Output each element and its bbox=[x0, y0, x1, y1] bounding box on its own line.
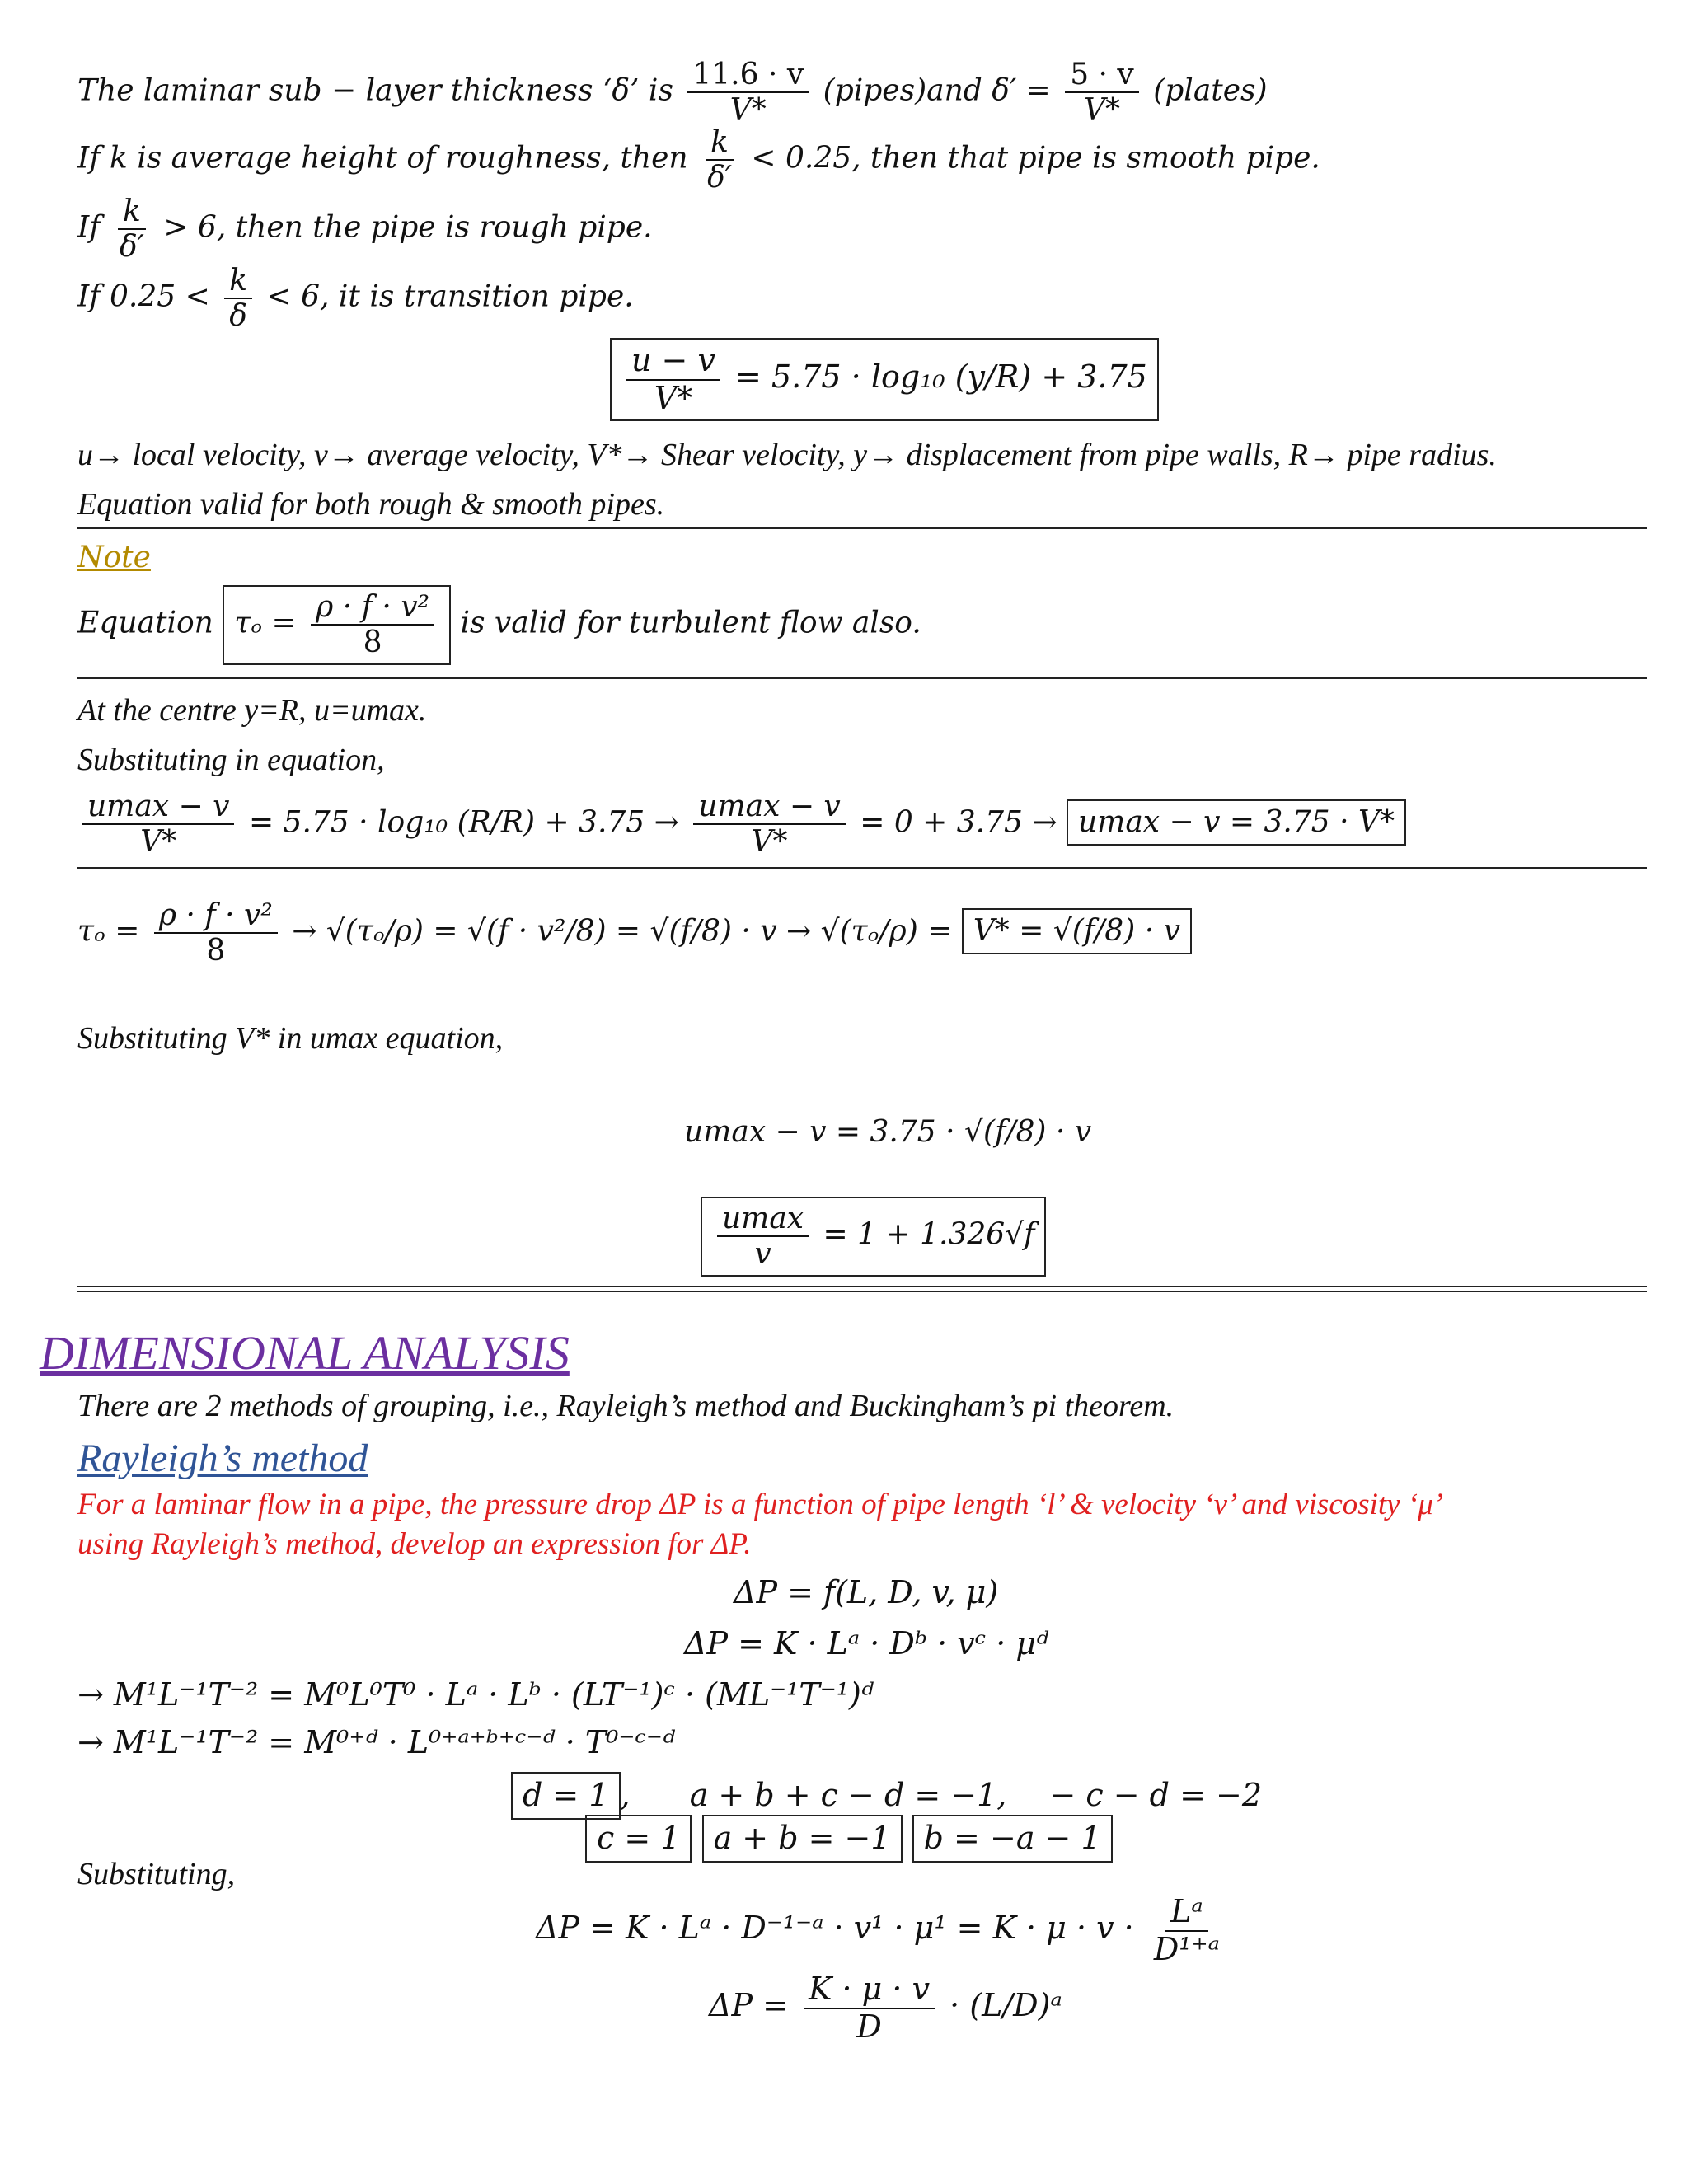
denominator: V* bbox=[729, 93, 767, 128]
equation-rest: = 1 + 1.326√f bbox=[823, 1217, 1035, 1252]
text: If bbox=[77, 210, 101, 245]
equation-box bbox=[223, 585, 451, 665]
dimension-equation-1: → M¹L⁻¹T⁻² = M⁰L⁰T⁰ · Lᵃ · Lᵇ · (LT⁻¹)ᶜ · (ML⁻¹T⁻¹)ᵈ bbox=[77, 1676, 874, 1713]
shear-velocity-derivation bbox=[77, 898, 1192, 968]
denominator: D¹⁺ᵃ bbox=[1153, 1930, 1220, 1967]
text: If 0.25 < bbox=[77, 279, 210, 314]
function-equation: ΔP = f(L, D, v, μ) bbox=[734, 1574, 999, 1610]
substituting-text: Substituting in equation, bbox=[77, 743, 385, 777]
denominator: v bbox=[754, 1237, 771, 1272]
substituting-label: Substituting, bbox=[77, 1857, 236, 1891]
denominator: δ bbox=[229, 299, 247, 334]
denominator: 8 bbox=[363, 626, 382, 660]
shear-velocity-box: V* = √(f/8) · v bbox=[962, 908, 1192, 954]
denominator: V* bbox=[140, 825, 177, 860]
exponent-box: d = 1 bbox=[511, 1772, 621, 1820]
text: < 0.25, then that pipe is smooth pipe. bbox=[751, 141, 1320, 176]
text: (pipes)and δ′ = bbox=[823, 73, 1051, 108]
transition-pipe-line bbox=[77, 264, 634, 334]
numerator: K · μ · v bbox=[804, 1971, 935, 2009]
fraction bbox=[626, 343, 720, 416]
numerator: u − v bbox=[626, 343, 720, 381]
text: If k is average height of roughness, then bbox=[77, 141, 688, 176]
divider bbox=[77, 677, 1647, 679]
equation-rest: = 5.75 · log₁₀ (y/R) + 3.75 bbox=[735, 359, 1147, 396]
equation-box bbox=[610, 338, 1159, 421]
centre-condition: At the centre y=R, u=umax. bbox=[77, 693, 427, 728]
text: τₒ = bbox=[77, 914, 140, 949]
roughness-line bbox=[77, 125, 1320, 195]
numerator: 5 · v bbox=[1065, 58, 1139, 93]
fraction bbox=[311, 590, 434, 660]
numerator: 11.6 · v bbox=[687, 58, 809, 93]
text: Equation bbox=[77, 606, 213, 640]
text: ΔP = K · Lᵃ · D⁻¹⁻ᵃ · v¹ · μ¹ = K · μ · v · bbox=[536, 1910, 1134, 1947]
numerator: ρ · f · v² bbox=[311, 590, 434, 626]
umax-result-box: umax − v = 3.75 · V* bbox=[1067, 799, 1406, 845]
final-expression-1 bbox=[536, 1894, 1230, 1967]
numerator: umax bbox=[717, 1202, 809, 1237]
note-heading: Note bbox=[77, 541, 151, 574]
denominator: δ′ bbox=[120, 230, 144, 265]
fraction bbox=[702, 125, 737, 195]
text: is valid for turbulent flow also. bbox=[460, 606, 921, 640]
text: a + b + c − d = −1, bbox=[689, 1777, 1007, 1813]
exponent-equations-row1 bbox=[511, 1772, 1262, 1820]
umax-derivation bbox=[77, 790, 1406, 860]
fraction bbox=[687, 58, 809, 128]
numerator: ρ · f · v² bbox=[154, 898, 278, 934]
fraction bbox=[1065, 58, 1139, 128]
umax-final-equation: umax − v = 3.75 · √(f/8) · v bbox=[684, 1115, 1092, 1149]
divider bbox=[77, 867, 1647, 869]
section-divider bbox=[77, 1286, 1647, 1292]
fraction bbox=[804, 1971, 935, 2045]
subsection-title: Rayleigh’s method bbox=[77, 1436, 368, 1480]
fraction bbox=[224, 264, 252, 334]
text: = 0 + 3.75 → bbox=[860, 805, 1057, 840]
final-expression-2 bbox=[709, 1971, 1062, 2045]
exponent-box: c = 1 bbox=[585, 1815, 692, 1863]
numerator: k bbox=[706, 125, 734, 161]
problem-statement-line2: using Rayleigh’s method, develop an expression for ΔP. bbox=[77, 1527, 752, 1561]
numerator: k bbox=[224, 264, 252, 299]
rough-pipe-line bbox=[77, 194, 653, 265]
power-equation: ΔP = K · Lᵃ · Dᵇ · vᶜ · μᵈ bbox=[684, 1625, 1049, 1661]
numerator: Lᵃ bbox=[1165, 1894, 1208, 1932]
section-title: DIMENSIONAL ANALYSIS bbox=[40, 1326, 570, 1380]
denominator: D bbox=[856, 2008, 882, 2045]
valid-both-note: Equation valid for both rough & smooth pipes. bbox=[77, 487, 665, 522]
text: < 6, it is transition pipe. bbox=[266, 279, 634, 314]
exponent-equations-row2 bbox=[585, 1815, 1113, 1863]
denominator: V* bbox=[1083, 93, 1120, 128]
fraction bbox=[693, 790, 845, 860]
dimension-equation-2: → M¹L⁻¹T⁻² = M⁰⁺ᵈ · L⁰⁺ᵃ⁺ᵇ⁺ᶜ⁻ᵈ · T⁰⁻ᶜ⁻ᵈ bbox=[77, 1724, 676, 1760]
text: The laminar sub − layer thickness ‘δ’ is bbox=[77, 73, 673, 108]
fraction bbox=[1149, 1894, 1225, 1967]
tau-lhs: τₒ = bbox=[234, 606, 297, 640]
text: · (L/D)ᵃ bbox=[950, 1987, 1062, 2024]
text: (plates) bbox=[1153, 73, 1268, 108]
velocity-ratio-equation bbox=[701, 1197, 1046, 1277]
variable-legend: u→ local velocity, v→ average velocity, V*→ Shear velocity, y→ displacement from pipe walls, R→ pipe radius. bbox=[77, 438, 1497, 472]
exponent-box: a + b = −1 bbox=[702, 1815, 903, 1863]
methods-intro: There are 2 methods of grouping, i.e., Rayleigh’s method and Buckingham’s pi theorem. bbox=[77, 1389, 1175, 1423]
substituting-vstar: Substituting V* in umax equation, bbox=[77, 1021, 504, 1056]
denominator: δ′ bbox=[707, 161, 732, 195]
sublayer-thickness-line bbox=[77, 58, 1268, 128]
fraction bbox=[154, 898, 278, 968]
denominator: V* bbox=[751, 825, 788, 860]
text: ΔP = bbox=[709, 1987, 789, 2024]
denominator: 8 bbox=[206, 934, 226, 968]
text: > 6, then the pipe is rough pipe. bbox=[163, 210, 653, 245]
numerator: umax − v bbox=[693, 790, 845, 825]
denominator: V* bbox=[654, 379, 693, 416]
fraction bbox=[717, 1202, 809, 1272]
text: = 5.75 · log₁₀ (R/R) + 3.75 → bbox=[248, 805, 679, 840]
text: → √(τₒ/ρ) = √(f · v²/8) = √(f/8) · v → √(τₒ/ρ) = bbox=[292, 914, 953, 949]
tau-equation-line bbox=[77, 585, 921, 665]
numerator: k bbox=[118, 194, 146, 230]
divider bbox=[77, 527, 1647, 529]
text: − c − d = −2 bbox=[1049, 1777, 1263, 1813]
exponent-box: b = −a − 1 bbox=[912, 1815, 1113, 1863]
equation-box bbox=[701, 1197, 1046, 1277]
numerator: umax − v bbox=[82, 790, 234, 825]
problem-statement-line1: For a laminar flow in a pipe, the pressure drop ΔP is a function of pipe length ‘l’ & velocity ‘v’ and viscosity ‘μ’ bbox=[77, 1488, 1444, 1521]
fraction bbox=[115, 194, 149, 265]
log-law-equation bbox=[610, 338, 1159, 421]
text: , bbox=[620, 1777, 631, 1813]
fraction bbox=[82, 790, 234, 860]
